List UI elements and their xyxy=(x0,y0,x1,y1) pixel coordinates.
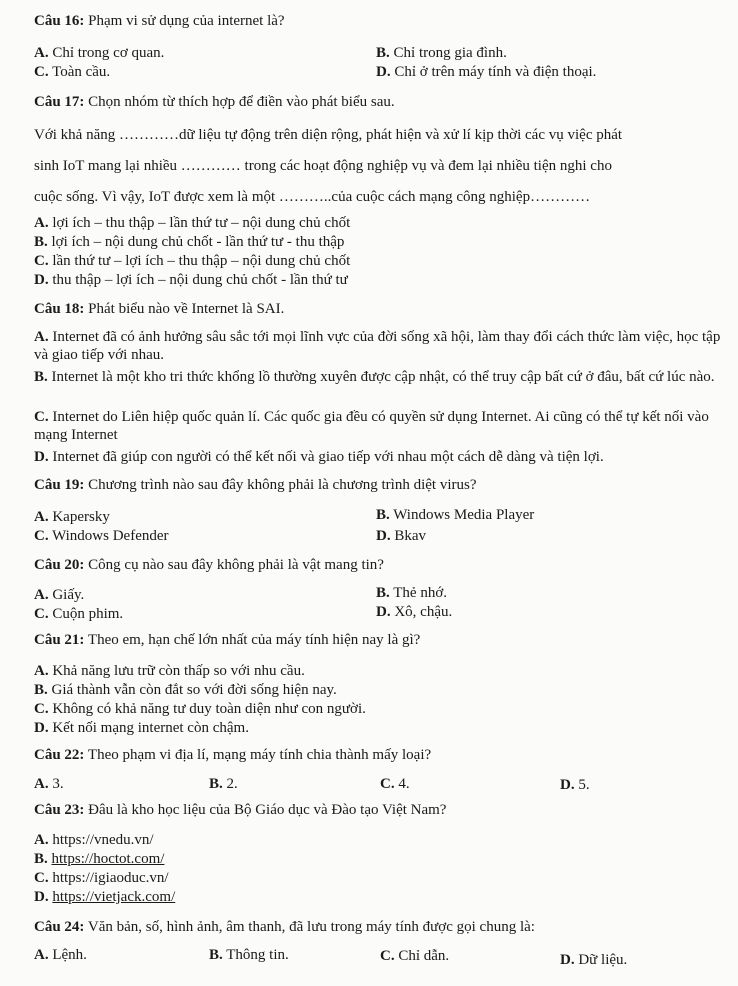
option-letter: B. xyxy=(34,234,48,250)
option-b xyxy=(34,681,337,699)
option-text: Xô, chậu. xyxy=(394,604,453,620)
option-letter: C. xyxy=(380,948,395,964)
question-paragraph-line: sinh IoT mang lại nhiều ………… trong các hoạt động nghiệp vụ và đem lại nhiều tiện nghi cho xyxy=(34,158,612,174)
question-16 xyxy=(34,12,285,30)
question-text: Theo em, hạn chế lớn nhất của máy tính hiện nay là gì? xyxy=(87,632,421,648)
option-text: Windows Media Player xyxy=(393,507,535,523)
option-b xyxy=(376,44,507,62)
option-text: lợi ích – nội dung chủ chốt - lần thứ tư - thu thập xyxy=(51,234,345,250)
option-letter: C. xyxy=(34,64,49,80)
question-text: Công cụ nào sau đây không phải là vật mang tin? xyxy=(88,557,384,573)
option-text: Dữ liệu. xyxy=(578,952,628,968)
option-letter: D. xyxy=(376,604,391,620)
question-label: Câu 19: xyxy=(34,477,85,493)
option-letter: A. xyxy=(34,329,49,345)
question-label: Câu 20: xyxy=(34,557,85,573)
option-b xyxy=(34,850,164,868)
question-label: Câu 17: xyxy=(34,94,85,110)
question-text: Đâu là kho học liệu của Bộ Giáo dục và Đào tạo Việt Nam? xyxy=(88,802,447,818)
option-b xyxy=(34,233,344,251)
option-letter: B. xyxy=(376,585,390,601)
question-23 xyxy=(34,801,446,819)
question-24 xyxy=(34,918,535,936)
option-text: 4. xyxy=(398,776,410,792)
option-b xyxy=(376,584,447,602)
option-d xyxy=(560,776,590,794)
option-text: Kapersky xyxy=(52,509,110,525)
question-text: Phạm vi sử dụng của internet là? xyxy=(88,13,285,29)
option-text: Chỉ trong gia đình. xyxy=(393,45,507,61)
option-c xyxy=(34,869,169,887)
option-letter: A. xyxy=(34,215,49,231)
option-letter: C. xyxy=(34,606,49,622)
question-label: Câu 23: xyxy=(34,802,85,818)
option-c xyxy=(34,252,350,270)
option-letter: D. xyxy=(376,64,391,80)
option-b xyxy=(34,368,724,386)
question-label: Câu 24: xyxy=(34,919,85,935)
option-a xyxy=(34,831,154,849)
option-text: 2. xyxy=(226,776,238,792)
option-letter: A. xyxy=(34,45,49,61)
option-letter: A. xyxy=(34,509,49,525)
option-b xyxy=(376,506,534,524)
option-text: Thông tin. xyxy=(226,947,289,963)
option-d xyxy=(376,63,596,81)
option-letter: D. xyxy=(376,528,391,544)
option-letter: D. xyxy=(560,952,575,968)
question-21 xyxy=(34,631,420,649)
option-letter: D. xyxy=(34,449,49,465)
option-b xyxy=(209,946,289,964)
option-text: https://igiaoduc.vn/ xyxy=(52,870,169,886)
question-label: Câu 22: xyxy=(34,747,85,763)
option-link[interactable]: https://vietjack.com/ xyxy=(52,889,176,905)
question-text: Theo phạm vi địa lí, mạng máy tính chia thành mấy loại? xyxy=(87,747,432,763)
option-a xyxy=(34,586,84,604)
option-c xyxy=(34,527,169,545)
option-d xyxy=(376,603,452,621)
option-text: 3. xyxy=(52,776,64,792)
option-text: Internet là một kho tri thức khổng lồ thường xuyên được cập nhật, có thể truy cập bất cứ ở đâu, bất cứ lúc nào. xyxy=(51,369,715,385)
option-letter: C. xyxy=(34,701,49,717)
option-a xyxy=(34,662,305,680)
question-text: Văn bản, số, hình ảnh, âm thanh, đã lưu trong máy tính được gọi chung là: xyxy=(87,919,535,935)
option-d xyxy=(34,271,348,289)
option-link[interactable]: https://hoctot.com/ xyxy=(51,851,165,867)
option-c xyxy=(380,775,410,793)
option-c xyxy=(34,605,123,623)
option-b xyxy=(209,775,238,793)
option-text: Bkav xyxy=(394,528,427,544)
option-letter: A. xyxy=(34,947,49,963)
option-text: Internet đã giúp con người có thể kết nối và giao tiếp với nhau một cách dễ dàng và tiện lợi. xyxy=(52,449,604,465)
option-text: Windows Defender xyxy=(52,528,169,544)
option-letter: B. xyxy=(34,682,48,698)
option-text: Chỉ ở trên máy tính và điện thoại. xyxy=(394,64,597,80)
option-letter: C. xyxy=(34,870,49,886)
option-letter: D. xyxy=(560,777,575,793)
option-text: Chỉ trong cơ quan. xyxy=(52,45,165,61)
question-17 xyxy=(34,93,395,111)
option-letter: B. xyxy=(34,851,48,867)
option-d xyxy=(376,527,426,545)
option-letter: D. xyxy=(34,272,49,288)
option-text: Không có khả năng tư duy toàn diện như con người. xyxy=(52,701,366,717)
option-letter: C. xyxy=(34,253,49,269)
option-a xyxy=(34,214,350,232)
question-text: Chọn nhóm từ thích hợp để điền vào phát biểu sau. xyxy=(88,94,395,110)
option-text: lần thứ tư – lợi ích – thu thập – nội dung chủ chốt xyxy=(52,253,351,269)
option-d xyxy=(34,448,604,466)
question-paragraph-line: Với khả năng …………dữ liệu tự động trên diện rộng, phát hiện và xử lí kịp thời các vụ việc phát xyxy=(34,127,623,143)
option-text: 5. xyxy=(578,777,590,793)
option-a xyxy=(34,946,87,964)
option-d xyxy=(34,719,249,737)
option-text: Giấy. xyxy=(52,587,85,603)
question-22 xyxy=(34,746,431,764)
option-c xyxy=(380,947,449,965)
option-letter: C. xyxy=(380,776,395,792)
option-letter: B. xyxy=(376,507,390,523)
option-text: Cuộn phim. xyxy=(52,606,124,622)
question-20 xyxy=(34,556,384,574)
option-text: Kết nối mạng internet còn chậm. xyxy=(52,720,249,736)
option-letter: A. xyxy=(34,663,49,679)
option-text: Lệnh. xyxy=(52,947,87,963)
question-18 xyxy=(34,300,284,318)
question-text: Phát biểu nào về Internet là SAI. xyxy=(88,301,285,317)
option-text: Internet đã có ảnh hưởng sâu sắc tới mọi lĩnh vực của đời sống xã hội, làm thay đổi cách thức làm việc, học tập và giao tiếp với nhau. xyxy=(34,329,721,363)
option-letter: B. xyxy=(376,45,390,61)
option-letter: C. xyxy=(34,409,49,425)
option-text: Thẻ nhớ. xyxy=(393,585,448,601)
question-label: Câu 18: xyxy=(34,301,85,317)
option-letter: C. xyxy=(34,528,49,544)
question-label: Câu 21: xyxy=(34,632,85,648)
option-letter: A. xyxy=(34,587,49,603)
question-text: Chương trình nào sau đây không phải là chương trình diệt virus? xyxy=(88,477,477,493)
option-c xyxy=(34,408,724,444)
option-d xyxy=(560,951,627,969)
option-letter: D. xyxy=(34,720,49,736)
question-label: Câu 16: xyxy=(34,13,85,29)
option-text: Khả năng lưu trữ còn thấp so với nhu cầu. xyxy=(52,663,305,679)
option-c xyxy=(34,700,366,718)
option-letter: A. xyxy=(34,776,49,792)
option-a xyxy=(34,328,724,364)
option-letter: D. xyxy=(34,889,49,905)
option-a xyxy=(34,775,64,793)
option-text: lợi ích – thu thập – lần thứ tư – nội dung chủ chốt xyxy=(52,215,351,231)
option-text: Internet do Liên hiệp quốc quản lí. Các quốc gia đều có quyền sử dụng Internet. Ai cũng có thể tự kết nối vào mạng Internet xyxy=(34,409,709,443)
option-letter: B. xyxy=(209,947,223,963)
option-c xyxy=(34,63,110,81)
option-text: thu thập – lợi ích – nội dung chủ chốt - lần thứ tư xyxy=(52,272,348,288)
option-a xyxy=(34,508,110,526)
question-19 xyxy=(34,476,476,494)
question-paragraph-line: cuộc sống. Vì vậy, IoT được xem là một ………..của cuộc cách mạng công nghiệp………… xyxy=(34,189,591,205)
option-a xyxy=(34,44,164,62)
option-letter: B. xyxy=(209,776,223,792)
option-letter: A. xyxy=(34,832,49,848)
option-text: https://vnedu.vn/ xyxy=(52,832,154,848)
option-text: Chỉ dẫn. xyxy=(398,948,450,964)
option-text: Toàn cầu. xyxy=(52,64,111,80)
option-letter: B. xyxy=(34,369,48,385)
option-text: Giá thành vẫn còn đắt so với đời sống hiện nay. xyxy=(51,682,337,698)
option-d xyxy=(34,888,175,906)
